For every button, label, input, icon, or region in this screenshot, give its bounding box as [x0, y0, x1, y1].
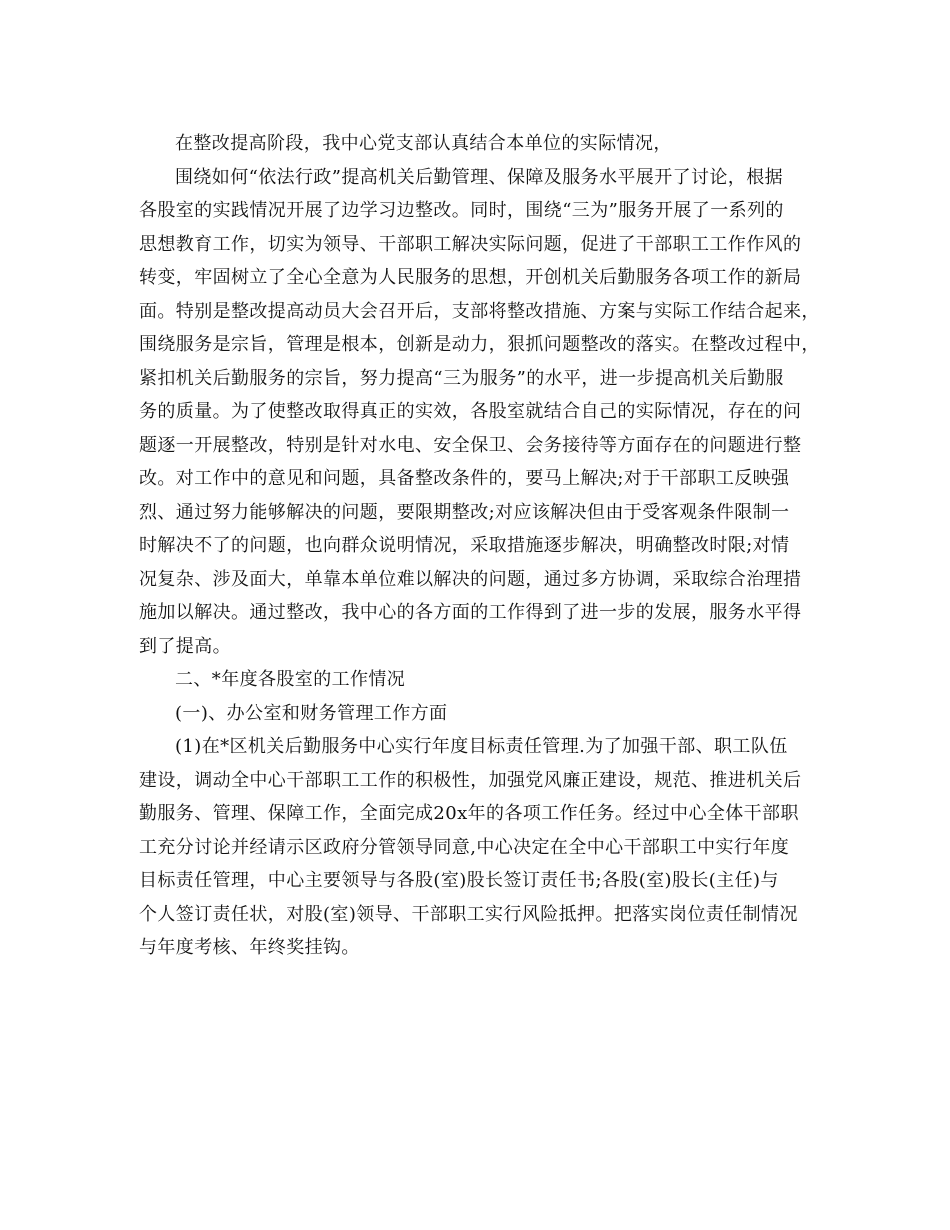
text-line: 面。特别是整改提高动员大会召开后，支部将整改措施、方案与实际工作结合起来， [139, 300, 820, 322]
section-heading [139, 663, 811, 697]
text-line: 二、*年度各股室的工作情况 [175, 669, 406, 690]
text-line: 目标责任管理，中心主要领导与各股(室)股长签订责任书;各股(室)股长(主任)与 [139, 870, 779, 891]
text-line: 在整改提高阶段，我中心党支部认真结合本单位的实际情况， [175, 133, 672, 154]
text-line: 各股室的实践情况开展了边学习边整改。同时，围绕“三为”服务开展了一系列的 [139, 200, 784, 221]
text-line: 改。对工作中的意见和问题，具备整改条件的，要马上解决;对于干部职工反映强 [139, 468, 790, 489]
text-line: 时解决不了的问题，也向群众说明情况，采取措施逐步解决，明确整改时限;对情 [139, 535, 790, 556]
text-line: 施加以解决。通过整改，我中心的各方面的工作得到了进一步的发展，服务水平得 [139, 602, 802, 623]
text-line: 工充分讨论并经请示区政府分管领导同意,中心决定在全中心干部职工中实行年度 [139, 836, 790, 858]
paragraph-intro [139, 127, 811, 161]
paragraph-target-management [139, 730, 811, 965]
text-line: 建设，调动全中心干部职工工作的积极性，加强党风廉正建设，规范、推进机关后 [139, 769, 802, 791]
text-line: (1)在*区机关后勤服务中心实行年度目标责任管理.为了加强干部、职工队伍 [175, 736, 788, 757]
text-line: (一)、办公室和财务管理工作方面 [175, 702, 448, 724]
text-line: 勤服务、管理、保障工作，全面完成20x年的各项工作任务。经过中心全体干部职 [139, 803, 799, 824]
text-line: 况复杂、涉及面大，单靠本单位难以解决的问题，通过多方协调，采取综合治理措 [139, 568, 802, 590]
document-body [139, 127, 820, 965]
text-line: 思想教育工作，切实为领导、干部职工解决实际问题，促进了干部职工工作作风的 [139, 233, 802, 255]
paragraph-rectification [139, 161, 820, 664]
text-line: 到了提高。 [139, 635, 231, 657]
subsection-heading [139, 697, 811, 731]
text-line: 烈、通过努力能够解决的问题，要限期整改;对应该解决但由于受客观条件限制一 [139, 501, 790, 523]
text-line: 围绕服务是宗旨，管理是根本，创新是动力，狠抓问题整改的落实。在整改过程中， [139, 334, 820, 355]
text-line: 务的质量。为了使整改取得真正的实效，各股室就结合自己的实际情况，存在的问 [139, 401, 802, 422]
text-line: 紧扣机关后勤服务的宗旨，努力提高“三为服务”的水平，进一步提高机关后勤服 [139, 367, 784, 389]
text-line: 个人签订责任状，对股(室)领导、干部职工实行风险抵押。把落实岗位责任制情况 [139, 903, 798, 925]
text-line: 题逐一开展整改，特别是针对水电、安全保卫、会务接待等方面存在的问题进行整 [139, 434, 802, 456]
text-line: 转变，牢固树立了全心全意为人民服务的思想，开创机关后勤服务各项工作的新局 [139, 267, 802, 288]
text-line: 与年度考核、年终奖挂钩。 [139, 937, 360, 958]
text-line: 围绕如何“依法行政”提高机关后勤管理、保障及服务水平展开了讨论，根据 [175, 166, 784, 188]
